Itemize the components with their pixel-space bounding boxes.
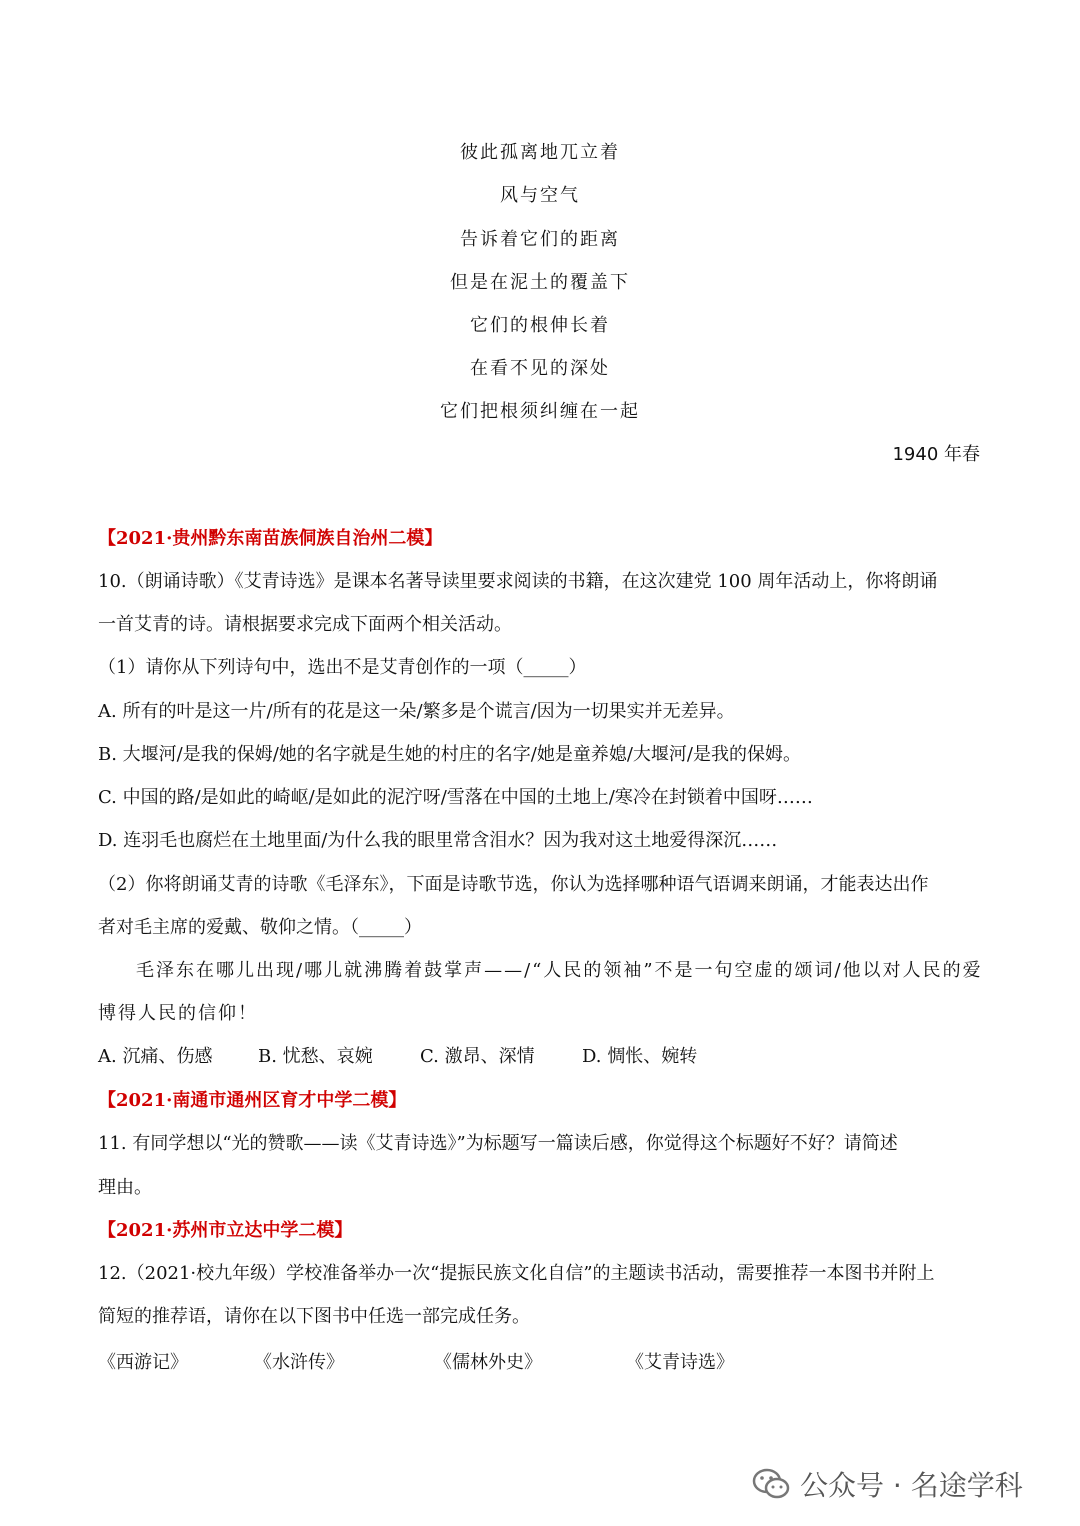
q10-choice-b: B. 忧愁、哀婉: [258, 1046, 373, 1067]
q10-subquestion-2-line1: （2）你将朗诵艾青的诗歌《毛泽东》，下面是诗歌节选，你认为选择哪种语气语调来朗诵，才能表达出作: [98, 874, 929, 895]
poem-line: 它们的根伸长着: [470, 315, 610, 336]
poem-line: 但是在泥土的覆盖下: [450, 272, 630, 293]
q11-source: 【2021·南通市通州区育才中学二模】: [98, 1090, 407, 1111]
q10-option-c: C. 中国的路/是如此的崎岖/是如此的泥泞呀/雪落在中国的土地上/寒冷在封锁着中国呀……: [98, 787, 813, 808]
q10-excerpt-line1: 毛泽东在哪儿出现/哪儿就沸腾着鼓掌声——/“人民的领袖”不是一句空虚的颂词/他以对人民的爱: [136, 960, 983, 981]
book-item: 《西游记》: [98, 1352, 188, 1373]
watermark-text: 公众号 · 名途学科: [800, 1469, 1023, 1502]
poem-line: 彼此孤离地兀立着: [460, 142, 620, 163]
book-item: 《儒林外史》: [434, 1352, 542, 1373]
q10-subquestion-1: （1）请你从下列诗句中，选出不是艾青创作的一项（_____）: [98, 657, 587, 678]
poem-line: 风与空气: [500, 185, 580, 206]
watermark: [752, 1462, 1023, 1506]
q10-choice-c: C. 激昂、深情: [420, 1046, 535, 1067]
q12-source: 【2021·苏州市立达中学二模】: [98, 1220, 353, 1241]
poem-line: 在看不见的深处: [470, 358, 610, 379]
q10-choice-a: A. 沉痛、伤感: [98, 1046, 213, 1067]
q10-stem-line1: 10.（朗诵诗歌）《艾青诗选》是课本名著导读里要求阅读的书籍，在这次建党 100 周年活动上，你将朗诵: [98, 571, 938, 592]
q11-stem-line1: 11. 有同学想以“光的赞歌——读《艾青诗选》”为标题写一篇读后感，你觉得这个标题好不好？请简述: [98, 1133, 898, 1154]
q10-option-d: D. 连羽毛也腐烂在土地里面/为什么我的眼里常含泪水？因为我对这土地爱得深沉……: [98, 830, 778, 851]
q10-choice-d: D. 惆怅、婉转: [582, 1046, 698, 1067]
wechat-icon: [752, 1468, 790, 1500]
q10-subquestion-2-line2: 者对毛主席的爱戴、敬仰之情。（_____）: [98, 917, 422, 938]
q12-stem-line1: 12.（2021·校九年级）学校准备举办一次“提振民族文化自信”的主题读书活动，需要推荐一本图书并附上: [98, 1263, 935, 1284]
book-item: 《水浒传》: [254, 1352, 344, 1373]
poem-line: 告诉着它们的距离: [460, 229, 620, 250]
poem-date: 1940 年春: [892, 444, 980, 465]
q10-option-b: B. 大堰河/是我的保姆/她的名字就是生她的村庄的名字/她是童养媳/大堰河/是我的保姆。: [98, 744, 801, 765]
q10-source: 【2021·贵州黔东南苗族侗族自治州二模】: [98, 528, 443, 549]
q10-option-a: A. 所有的叶是这一片/所有的花是这一朵/繁多是个谎言/因为一切果实并无差异。: [98, 701, 735, 722]
book-item: 《艾青诗选》: [626, 1352, 734, 1373]
q10-excerpt-line2: 博得人民的信仰！: [98, 1003, 258, 1024]
q11-stem-line2: 理由。: [98, 1177, 152, 1198]
q10-stem-line2: 一首艾青的诗。请根据要求完成下面两个相关活动。: [98, 614, 512, 635]
poem-line: 它们把根须纠缠在一起: [440, 401, 640, 422]
q12-stem-line2: 简短的推荐语，请你在以下图书中任选一部完成任务。: [98, 1306, 530, 1327]
